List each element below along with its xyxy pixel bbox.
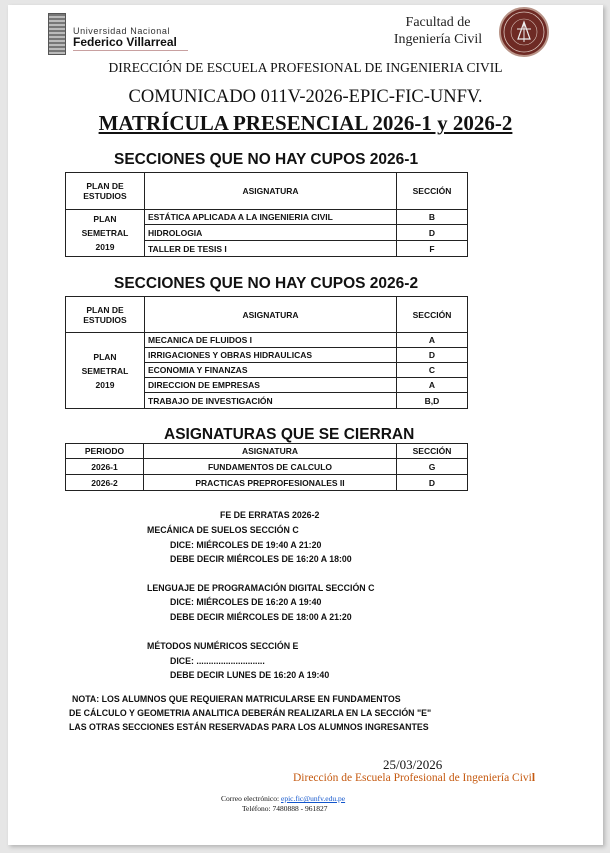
- header-seccion: SECCIÓN: [397, 297, 468, 333]
- table-header-row: [66, 444, 468, 459]
- periodo-cell: 2026-1: [66, 459, 144, 475]
- table-row: [66, 475, 468, 491]
- table-row: [66, 333, 468, 348]
- table2-title: SECCIONES QUE NO HAY CUPOS 2026-2: [114, 275, 419, 292]
- header-plan: PLAN DE ESTUDIOS: [66, 173, 145, 210]
- document-date: 25/03/2026: [383, 757, 443, 772]
- asignatura-cell: TALLER DE TESIS I: [145, 241, 397, 257]
- header-periodo: PERIODO: [66, 444, 144, 459]
- seccion-cell: D: [397, 225, 468, 241]
- errata-debe-decir: DEBE DECIR MIÉRCOLES DE 16:20 A 18:00: [170, 554, 352, 564]
- asignatura-cell: TRABAJO DE INVESTIGACIÓN: [145, 393, 397, 409]
- university-name-line1: Universidad Nacional: [73, 26, 171, 36]
- nota-line: DE CÁLCULO Y GEOMETRIA ANALITICA DEBERÁN REALIZARLA EN LA SECCIÓN "E": [69, 708, 432, 718]
- unfv-emblem-icon: [48, 13, 66, 55]
- header-asignatura: ASIGNATURA: [144, 444, 397, 459]
- plan-cell: [66, 210, 145, 257]
- nota-line: NOTA: LOS ALUMNOS QUE REQUIERAN MATRICULARSE EN FUNDAMENTOS: [72, 694, 401, 704]
- periodo-cell: 2026-2: [66, 475, 144, 491]
- seccion-cell: A: [397, 333, 468, 348]
- asignatura-cell: HIDROLOGIA: [145, 225, 397, 241]
- header-asignatura: ASIGNATURA: [145, 297, 397, 333]
- table-no-cupos-2026-1: [65, 172, 468, 257]
- errata-dice: DICE: MIÉRCOLES DE 19:40 A 21:20: [170, 540, 322, 550]
- plan-line: 2019: [95, 242, 115, 252]
- errata-debe-decir: DEBE DECIR MIÉRCOLES DE 18:00 A 21:20: [170, 612, 352, 622]
- header-seccion: SECCIÓN: [397, 444, 468, 459]
- seccion-cell: A: [397, 378, 468, 393]
- table-row: [66, 459, 468, 475]
- phone-line: Teléfono: 7480888 - 961827: [242, 804, 328, 813]
- header-seccion: SECCIÓN: [397, 173, 468, 210]
- faculty-name: [388, 14, 488, 48]
- faculty-line1: Facultad de: [405, 15, 471, 30]
- erratas-title: FE DE ERRATAS 2026-2: [220, 510, 320, 520]
- signature-last-letter: l: [531, 772, 536, 784]
- plan-cell: [66, 333, 145, 409]
- errata-debe-decir: DEBE DECIR LUNES DE 16:20 A 19:40: [170, 670, 330, 680]
- faculty-line2: Ingeniería Civil: [393, 32, 483, 47]
- table-header-row: [66, 173, 468, 210]
- table-no-cupos-2026-2: [65, 296, 468, 409]
- errata-course: LENGUAJE DE PROGRAMACIÓN DIGITAL SECCIÓN C: [147, 583, 375, 593]
- plan-line: SEMETRAL: [81, 228, 129, 238]
- faculty-seal-icon: [499, 7, 549, 57]
- seccion-cell: B,D: [397, 393, 468, 409]
- table-header-row: [66, 297, 468, 333]
- asignatura-cell: ESTÁTICA APLICADA A LA INGENIERIA CIVIL: [145, 210, 397, 225]
- table-asignaturas-cierran: [65, 443, 468, 491]
- comunicado-number: COMUNICADO 011V-2026-EPIC-FIC-UNFV.: [128, 87, 483, 107]
- email-line: [221, 794, 345, 803]
- university-name-line2: Federico Villarreal: [73, 35, 177, 49]
- nota-line: LAS OTRAS SECCIONES ESTÁN RESERVADAS PARA LOS ALUMNOS INGRESANTES: [69, 722, 429, 732]
- table-row: [66, 210, 468, 225]
- document-page: [8, 5, 603, 845]
- plan-line: 2019: [95, 379, 115, 390]
- errata-course: MECÁNICA DE SUELOS SECCIÓN C: [147, 525, 299, 535]
- plan-line: SEMETRAL: [81, 365, 129, 376]
- logo-underline: [73, 50, 188, 51]
- asignatura-cell: IRRIGACIONES Y OBRAS HIDRAULICAS: [145, 348, 397, 363]
- asignatura-cell: DIRECCION DE EMPRESAS: [145, 378, 397, 393]
- signature-text: Dirección de Escuela Profesional de Ingeniería Civi: [293, 772, 532, 784]
- header-asignatura: ASIGNATURA: [145, 173, 397, 210]
- unfv-logo: [48, 13, 188, 55]
- seccion-cell: B: [397, 210, 468, 225]
- errata-dice: DICE: ............................: [170, 656, 265, 666]
- seccion-cell: D: [397, 475, 468, 491]
- table3-title: ASIGNATURAS QUE SE CIERRAN: [164, 426, 415, 443]
- seccion-cell: D: [397, 348, 468, 363]
- errata-course: MÉTODOS NUMÉRICOS SECCIÓN E: [147, 641, 299, 651]
- header-plan: PLAN DE ESTUDIOS: [66, 297, 145, 333]
- direction-title: DIRECCIÓN DE ESCUELA PROFESIONAL DE INGENIERIA CIVIL: [108, 60, 503, 75]
- document-title: MATRÍCULA PRESENCIAL 2026-1 y 2026-2: [98, 111, 513, 135]
- seccion-cell: G: [397, 459, 468, 475]
- email-label: Correo electrónico:: [221, 794, 281, 803]
- asignatura-cell: PRACTICAS PREPROFESIONALES II: [144, 475, 397, 491]
- asignatura-cell: FUNDAMENTOS DE CALCULO: [144, 459, 397, 475]
- plan-line: PLAN: [93, 214, 117, 224]
- table1-title: SECCIONES QUE NO HAY CUPOS 2026-1: [114, 151, 419, 168]
- email-link[interactable]: epic.fic@unfv.edu.pe: [280, 794, 346, 803]
- errata-dice: DICE: MIÉRCOLES DE 16:20 A 19:40: [170, 597, 322, 607]
- signature: [293, 772, 535, 784]
- asignatura-cell: ECONOMIA Y FINANZAS: [145, 363, 397, 378]
- asignatura-cell: MECANICA DE FLUIDOS I: [145, 333, 397, 348]
- seccion-cell: C: [397, 363, 468, 378]
- plan-line: PLAN: [93, 351, 117, 362]
- seccion-cell: F: [397, 241, 468, 257]
